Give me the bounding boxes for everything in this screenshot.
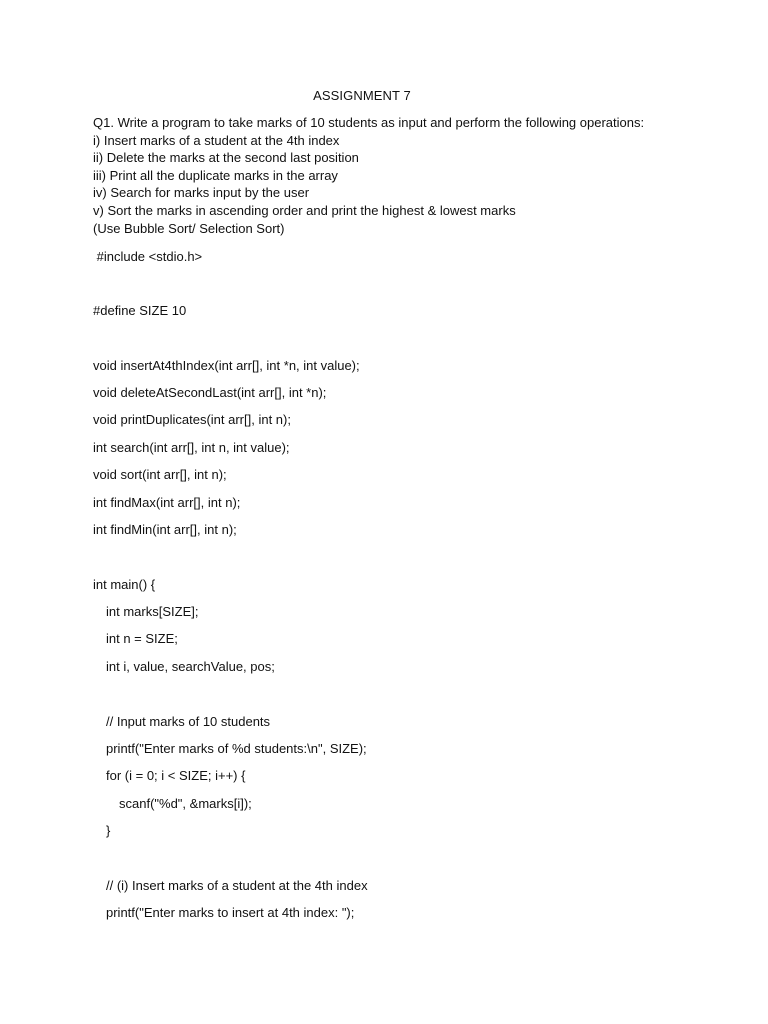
question-block bbox=[93, 114, 644, 237]
question-line: Q1. Write a program to take marks of 10 students as input and perform the following operations: bbox=[93, 115, 645, 130]
code-line: int findMax(int arr[], int n); bbox=[93, 495, 241, 510]
code-line: } bbox=[106, 823, 111, 838]
code-line: for (i = 0; i < SIZE; i++) { bbox=[106, 768, 246, 783]
code-line: // (i) Insert marks of a student at the 4th index bbox=[106, 878, 368, 893]
question-line: i) Insert marks of a student at the 4th index bbox=[93, 132, 340, 148]
code-line: // Input marks of 10 students bbox=[106, 714, 271, 729]
code-line: void deleteAtSecondLast(int arr[], int *n); bbox=[93, 385, 327, 400]
code-line: void printDuplicates(int arr[], int n); bbox=[93, 412, 291, 427]
question-line: iv) Search for marks input by the user bbox=[93, 185, 310, 201]
code-line: int findMin(int arr[], int n); bbox=[93, 522, 237, 537]
code-line: int marks[SIZE]; bbox=[106, 604, 199, 619]
code-line: #include <stdio.h> bbox=[93, 249, 203, 264]
code-line: int i, value, searchValue, pos; bbox=[106, 659, 275, 674]
question-line: ii) Delete the marks at the second last position bbox=[93, 150, 359, 166]
question-line: iii) Print all the duplicate marks in the array bbox=[93, 167, 338, 183]
code-line: void insertAt4thIndex(int arr[], int *n, int value); bbox=[93, 358, 360, 373]
code-line: #define SIZE 10 bbox=[93, 303, 187, 318]
code-line: int n = SIZE; bbox=[106, 631, 178, 646]
code-line: int search(int arr[], int n, int value); bbox=[93, 440, 290, 455]
code-line: scanf("%d", &marks[i]); bbox=[119, 796, 252, 811]
question-line: (Use Bubble Sort/ Selection Sort) bbox=[93, 220, 285, 236]
code-line: printf("Enter marks to insert at 4th index: "); bbox=[106, 905, 355, 920]
code-line: printf("Enter marks of %d students:\n", SIZE); bbox=[106, 741, 367, 756]
question-line: v) Sort the marks in ascending order and print the highest & lowest marks bbox=[93, 202, 516, 218]
code-line: int main() { bbox=[93, 577, 156, 592]
code-line: void sort(int arr[], int n); bbox=[93, 467, 227, 482]
assignment-title: ASSIGNMENT 7 bbox=[313, 88, 411, 103]
